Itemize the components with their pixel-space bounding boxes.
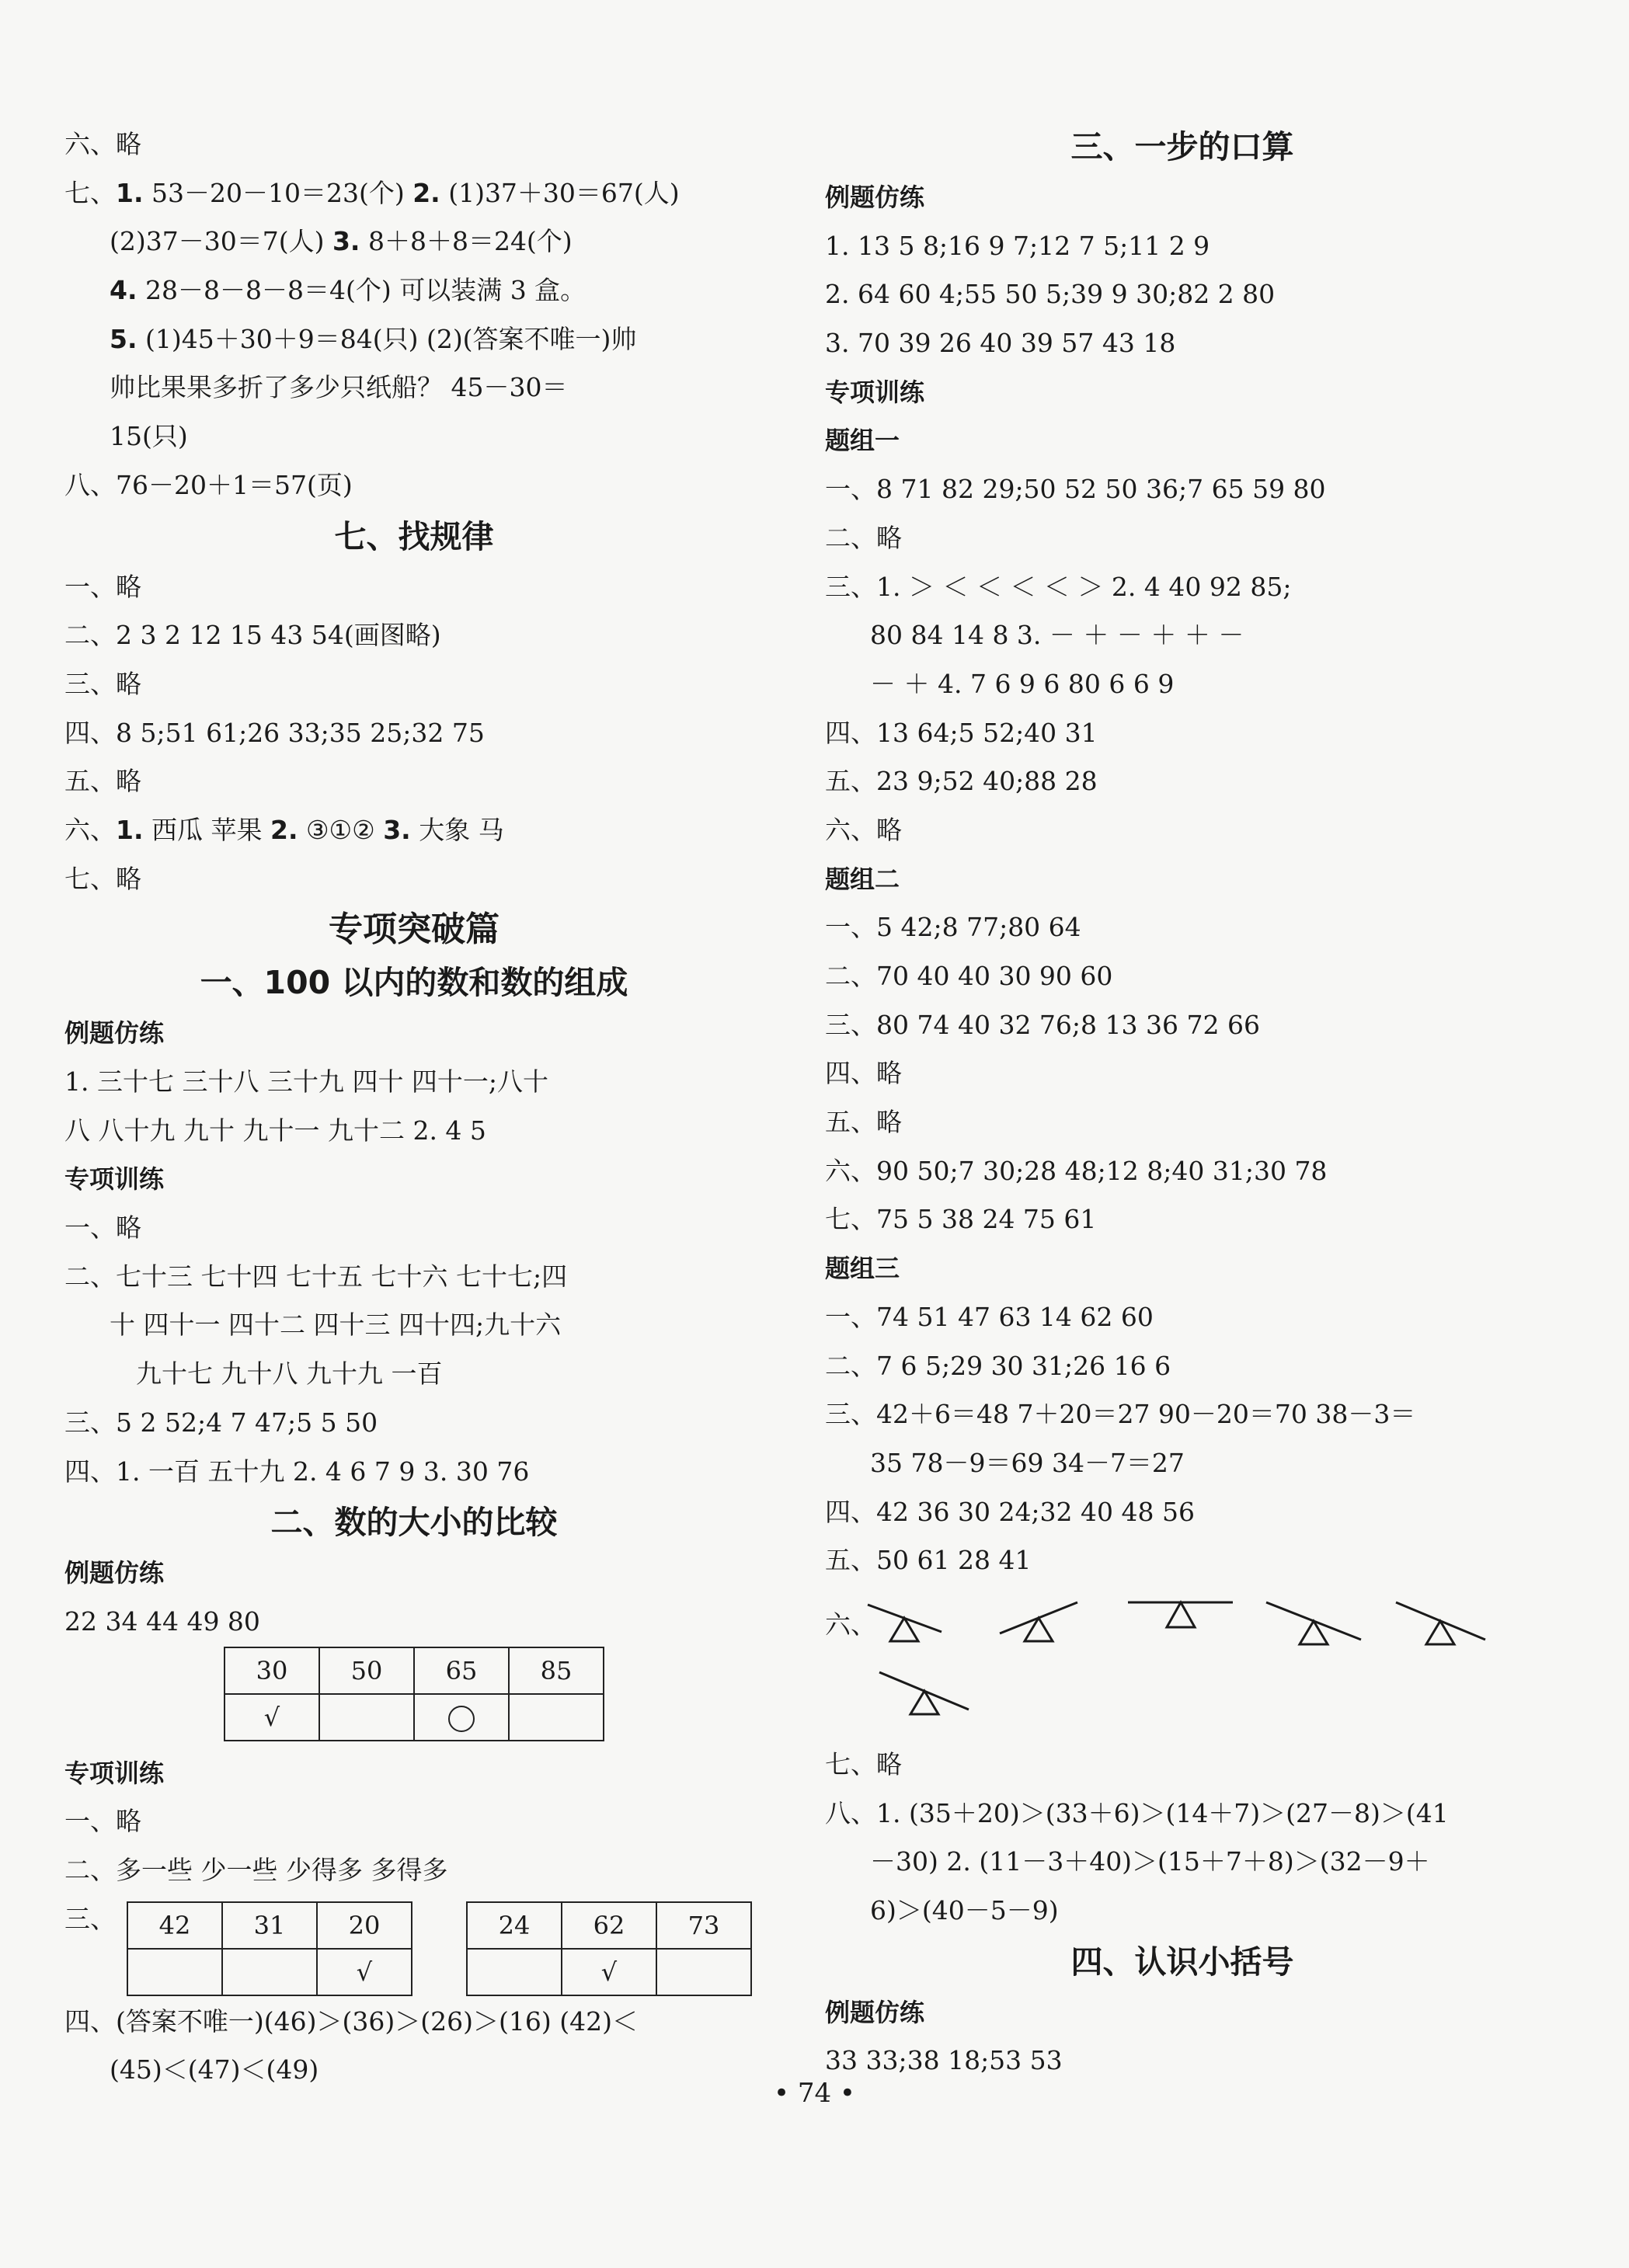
seesaw-icon <box>1000 1602 1077 1641</box>
answer-line: 五、略 <box>825 1107 902 1138</box>
page-number: • 74 • <box>774 2078 855 2109</box>
seesaw-icon <box>1128 1602 1233 1627</box>
seesaw-icon <box>879 1672 969 1714</box>
answer-line: 七、1. 53－20－10＝23(个) 2. (1)37＋30＝67(人) <box>64 177 680 208</box>
subheading: 专项训练 <box>825 377 925 407</box>
table-cell <box>222 1949 317 1995</box>
section-title: 七、找规律 <box>334 517 494 555</box>
seesaw-diagrams <box>825 1585 1540 1741</box>
answer-line: 十 四十一 四十二 四十三 四十四;九十六 <box>110 1310 562 1341</box>
answer-line: 四、8 5;51 61;26 33;35 25;32 75 <box>64 717 485 748</box>
answer-line: 33 33;38 18;53 53 <box>825 2045 1063 2076</box>
answer-line: 四、13 64;5 52;40 31 <box>825 717 1098 748</box>
answer-label: 三、 <box>64 1903 116 1934</box>
comparison-table-wrap <box>64 1647 764 1749</box>
answer-line: 七、略 <box>825 1748 902 1779</box>
subheading: 例题仿练 <box>825 183 925 212</box>
table-cell <box>319 1694 414 1741</box>
answer-line: 八、1. (35＋20)＞(33＋6)＞(14＋7)＞(27－8)＞(41 <box>825 1797 1449 1828</box>
answer-line: 一、74 51 47 63 14 62 60 <box>825 1301 1154 1332</box>
table-cell <box>127 1949 222 1995</box>
answer-line: 二、七十三 七十四 七十五 七十六 七十七;四 <box>64 1261 568 1292</box>
answer-line: 四、(答案不唯一)(46)＞(36)＞(26)＞(16) (42)＜ <box>64 2005 638 2037</box>
answer-line: 三、略 <box>64 668 141 699</box>
answer-line: (2)37－30＝7(人) 3. 8＋8＋8＝24(个) <box>110 226 573 257</box>
answer-line: 三、1. ＞ ＜ ＜ ＜ ＜ ＞ 2. 4 40 92 85; <box>825 571 1292 602</box>
subheading: 题组一 <box>825 426 900 456</box>
answer-line: 4. 28－8－8－8＝4(个) 可以装满 3 盒。 <box>110 275 587 306</box>
answer-line: 四、42 36 30 24;32 40 48 56 <box>825 1496 1195 1527</box>
answer-line: 二、多一些 少一些 少得多 多得多 <box>64 1854 448 1885</box>
answer-line: 六、1. 西瓜 苹果 2. ③①② 3. 大象 马 <box>64 814 504 845</box>
left-column <box>64 120 764 2095</box>
answer-line: 六、略 <box>64 129 141 159</box>
subheading: 例题仿练 <box>64 1018 165 1049</box>
answer-line: 三、80 74 40 32 76;8 13 36 72 66 <box>825 1009 1260 1040</box>
answer-line: 七、75 5 38 24 75 61 <box>825 1204 1097 1235</box>
section-title: 一、100 以内的数和数的组成 <box>200 964 628 1002</box>
subheading: 专项训练 <box>64 1758 165 1788</box>
table-cell: 42 <box>127 1902 222 1949</box>
table-cell: 62 <box>562 1902 656 1949</box>
table-cell <box>414 1694 509 1741</box>
part-title: 专项突破篇 <box>329 910 499 950</box>
table-cell: 30 <box>225 1647 319 1694</box>
seesaw-icon <box>1396 1602 1485 1644</box>
answer-line: －30) 2. (11－3＋40)＞(15＋7＋8)＞(32－9＋ <box>870 1846 1430 1877</box>
table-cell: 85 <box>509 1647 604 1694</box>
answer-line: 1. 三十七 三十八 三十九 四十 四十一;八十 <box>64 1066 549 1097</box>
right-column <box>825 120 1540 2085</box>
answer-line: 八、76－20＋1＝57(页) <box>64 469 353 500</box>
answer-line: 四、1. 一百 五十九 2. 4 6 7 9 3. 30 76 <box>64 1456 530 1487</box>
answer-line: 二、70 40 40 30 90 60 <box>825 961 1113 991</box>
answer-line: 帅比果果多折了多少只纸船？ 45－30＝ <box>110 372 568 403</box>
comparison-tables-row <box>64 1895 764 1998</box>
answer-line: 五、50 61 28 41 <box>825 1545 1032 1576</box>
comparison-table <box>466 1901 752 1996</box>
answer-line: 五、略 <box>64 766 141 797</box>
answer-line: 2. 64 60 4;55 50 5;39 9 30;82 2 80 <box>825 279 1276 310</box>
subheading: 题组二 <box>825 864 900 894</box>
table-cell <box>509 1694 604 1741</box>
section-title: 三、一步的口算 <box>1070 128 1294 165</box>
answer-line: 九十七 九十八 九十九 一百 <box>136 1358 443 1390</box>
answer-line: 八 八十九 九十 九十一 九十二 2. 4 5 <box>64 1115 486 1146</box>
answer-line: (45)＜(47)＜(49) <box>110 2054 319 2085</box>
subheading: 例题仿练 <box>825 1997 925 2027</box>
table-cell: √ <box>317 1949 412 1995</box>
answer-line: 二、2 3 2 12 15 43 54(画图略) <box>64 620 441 651</box>
seesaw-answers <box>825 1585 1540 1741</box>
answer-line: 五、23 9;52 40;88 28 <box>825 766 1098 797</box>
answer-line: 六、略 <box>825 814 902 845</box>
seesaw-icon <box>868 1605 942 1641</box>
answer-label: 六、 <box>825 1609 876 1640</box>
table-cell <box>467 1949 562 1995</box>
answer-line: 一、略 <box>64 1806 141 1837</box>
subheading: 专项训练 <box>64 1164 165 1195</box>
answer-line: 一、8 71 82 29;50 52 50 36;7 65 59 80 <box>825 474 1326 505</box>
answer-line: 一、略 <box>64 1212 141 1244</box>
answer-line: 二、7 6 5;29 30 31;26 16 6 <box>825 1350 1171 1381</box>
table-cell <box>656 1949 751 1995</box>
answer-line: 三、42＋6＝48 7＋20＝27 90－20＝70 38－3＝ <box>825 1399 1416 1430</box>
table-cell: √ <box>225 1694 319 1741</box>
table-cell: 73 <box>656 1902 751 1949</box>
table-cell: 65 <box>414 1647 509 1694</box>
section-title: 四、认识小括号 <box>1070 1943 1294 1981</box>
answer-line: 一、略 <box>64 571 141 602</box>
answer-line: 一、5 42;8 77;80 64 <box>825 912 1081 943</box>
answer-line: 3. 70 39 26 40 39 57 43 18 <box>825 328 1176 359</box>
answer-line: 22 34 44 49 80 <box>64 1605 260 1637</box>
answer-line: 七、略 <box>64 863 141 894</box>
table-cell: 24 <box>467 1902 562 1949</box>
answer-line: 四、略 <box>825 1058 902 1089</box>
table-cell: 50 <box>319 1647 414 1694</box>
seesaw-icon <box>1266 1602 1361 1644</box>
subheading: 题组三 <box>825 1254 900 1284</box>
subheading: 例题仿练 <box>64 1558 165 1588</box>
comparison-table <box>127 1901 412 1996</box>
answer-line: 15(只) <box>110 421 188 452</box>
answer-line: 6)＞(40－5－9) <box>870 1895 1059 1925</box>
answer-line: 二、略 <box>825 522 902 553</box>
comparison-table <box>224 1647 604 1741</box>
answer-line: 5. (1)45＋30＋9＝84(只) (2)(答案不唯一)帅 <box>110 323 637 354</box>
answer-line: 80 84 14 8 3. － ＋ － ＋ ＋ － <box>870 620 1244 651</box>
table-cell: √ <box>562 1949 656 1995</box>
answer-line: 35 78－9＝69 34－7＝27 <box>870 1447 1185 1478</box>
answer-line: 六、90 50;7 30;28 48;12 8;40 31;30 78 <box>825 1155 1328 1186</box>
section-title: 二、数的大小的比较 <box>270 1504 558 1542</box>
table-cell: 31 <box>222 1902 317 1949</box>
answer-line: 三、5 2 52;4 7 47;5 5 50 <box>64 1407 378 1438</box>
table-cell: 20 <box>317 1902 412 1949</box>
answer-line: 1. 13 5 8;16 9 7;12 7 5;11 2 9 <box>825 230 1210 261</box>
circle-mark <box>448 1706 475 1732</box>
answer-line: － ＋ 4. 7 6 9 6 80 6 6 9 <box>870 668 1175 699</box>
